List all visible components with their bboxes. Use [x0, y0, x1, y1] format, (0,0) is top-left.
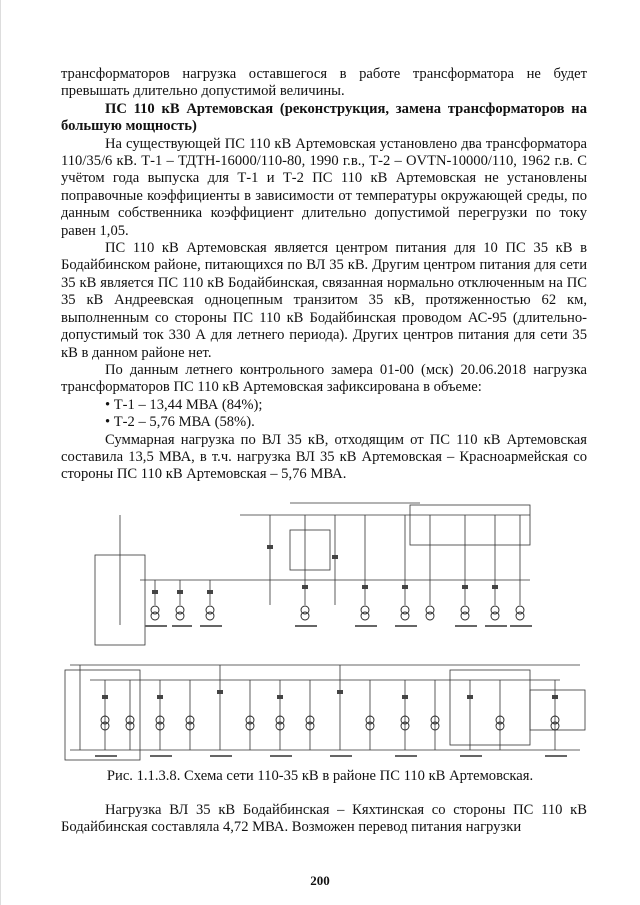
bullet-item: • Т-2 – 5,76 МВА (58%). [105, 414, 255, 431]
figure-caption: Рис. 1.1.3.8. Схема сети 110-35 кВ в районе ПС 110 кВ Артемовская. [106, 768, 534, 784]
upper-text [61, 66, 587, 484]
section-title: ПС 110 кВ Артемовская (реконструкция, замена трансформаторов на большую мощность) [61, 100, 587, 135]
paragraph-measurement: По данным летнего контрольного замера 01-00 (мск) 20.06.2018 нагрузка трансформаторов ПС 110 кВ Артемовская зафиксирована в объеме: [61, 361, 587, 396]
bullet-text-t1: Т-1 – 13,44 МВА (84%); [113, 396, 263, 413]
bullet-item: • Т-1 – 13,44 МВА (84%); [105, 396, 263, 413]
paragraph-continuation: трансформаторов нагрузка оставшегося в работе трансформатора не будет превышать длительно допустимой величины. [61, 66, 587, 100]
network-schematic-figure [60, 495, 590, 767]
paragraph-load-bodaibo: Нагрузка ВЛ 35 кВ Бодайбинская – Кяхтинская со стороны ПС 110 кВ Бодайбинская составляла 4,72 МВА. Возможен перевод питания нагрузки [61, 802, 587, 836]
lower-text [61, 802, 587, 837]
paragraph-supply-center: ПС 110 кВ Артемовская является центром питания для 10 ПС 35 кВ в Бодайбинском районе, питающихся по ВЛ 35 кВ. Другим центром питания для сети 35 кВ является ПС 110 кВ Бодайбинская, связанная нормально отключенным на ПС 35 кВ Андреевская одноцепным транзитом 35 кВ, протяженностью 62 км, выполненным со стороны ПС 110 кВ Бодайбинская проводом АС-95 (длительно-допустимый ток 330 А для летнего периода). Других центров питания для сети 35 кВ в данном районе нет. [61, 240, 587, 361]
paragraph-transformers: На существующей ПС 110 кВ Артемовская установлено два трансформатора 110/35/6 кВ. Т-1 – ТДТН-16000/110-80, 1990 г.в., Т-2 – OVTN-10000/110, 1962 г.в. С учётом года выпуска для Т-1 и Т-2 ПС 110 кВ Артемовская не установлены поправочные коэффициенты в зависимости от температуры окружающей среды, по данным собственника коэффициент длительно допустимой перегрузки по току равен 1,05. [61, 135, 587, 239]
page-number: 200 [310, 873, 330, 888]
paragraph-total-load: Суммарная нагрузка по ВЛ 35 кВ, отходящим от ПС 110 кВ Артемовская составила 13,5 МВА, в т.ч. нагрузка ВЛ 35 кВ Артемовская – Красноармейская со стороны ПС 110 кВ Артемовская – 5,76 МВА. [61, 431, 587, 483]
bullet-text-t2: Т-2 – 5,76 МВА (58%). [113, 414, 255, 431]
